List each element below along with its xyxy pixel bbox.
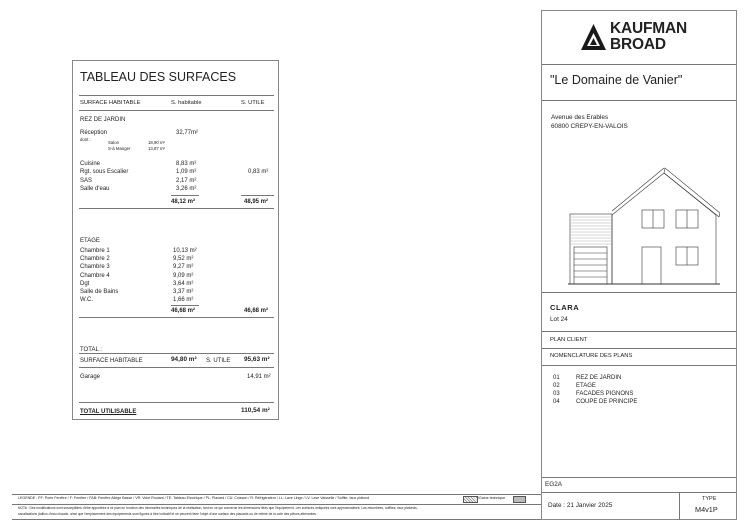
plan-num: 01 [553, 375, 560, 381]
type-value: M4v1P [695, 505, 718, 514]
divider [542, 365, 736, 366]
subtotal-line [241, 195, 274, 196]
surfaces-table [72, 60, 279, 420]
legend-line1: LEGENDE : PF: Porte Fenêtre / F: Fenêtre / FAB: Fenêtre Allège Basse / VR: Volet Roulant / TE: Tableau Electrique / PL: Placard / CU: Cuisson / R: Réfrigérateur / LL: Lave Linge / LV: Lave Vaisselle / Soffite, faux plafond [18, 496, 370, 500]
section-rdj: REZ DE JARDIN [80, 117, 126, 123]
row-label: Chambre 4 [80, 273, 110, 279]
house-facade-drawing [568, 167, 720, 285]
row-hab: 9,09 m² [173, 273, 194, 279]
sub-label: Salon [108, 140, 119, 145]
divider [542, 331, 736, 332]
project-name: "Le Domaine de Vanier" [550, 73, 683, 87]
address-line1: Avenue des Erables [551, 114, 609, 121]
rdj-total-utile: 48,95 m² [244, 199, 269, 205]
section-etage: ETAGE [80, 238, 100, 244]
divider [542, 100, 736, 101]
row-label: Rgt. sous Escalier [80, 169, 129, 175]
divider [79, 402, 274, 403]
row-hab: 9,27 m² [173, 264, 194, 270]
total-utile-label: S. UTILE [206, 358, 231, 364]
total-utile: 95,63 m² [244, 356, 270, 363]
total-utilisable-label: TOTAL UTILISABLE [80, 409, 137, 415]
row-label: Dgt [80, 281, 90, 287]
row-hab: 3,26 m² [176, 186, 197, 192]
etage-total-hab: 46,68 m² [171, 308, 196, 314]
total-hab: 94,80 m² [171, 356, 197, 363]
row-hab: 10,13 m² [173, 248, 197, 254]
row-hab: 3,64 m² [173, 281, 194, 287]
plan-num: 02 [553, 383, 560, 389]
row-hab: 1,66 m² [173, 297, 194, 303]
divider [79, 317, 274, 318]
title-block [541, 10, 737, 520]
row-label: Cuisine [80, 161, 101, 167]
legend-divider [12, 519, 541, 520]
legend-nota-line2: canalisations (taillon d'eau chaude, ainsi que l'emplacement des équipements sont figurés à titre indicatif et ne peuvent faire l'objet d'une surface des placards ou de même de la cote des pièces attenantes. [18, 512, 317, 516]
row-label: Salle de Bains [80, 289, 119, 295]
divider [79, 110, 274, 111]
header-habitable: S. habitable [171, 100, 202, 106]
header-utile: S. UTILE [241, 100, 265, 106]
plan-num: 04 [553, 399, 560, 405]
total-label: TOTAL : [80, 347, 102, 353]
sub-label: S-à Manger [108, 146, 131, 151]
row-label: Chambre 2 [80, 256, 110, 262]
subtotal-line [171, 305, 199, 306]
plan-name: REZ DE JARDIN [576, 375, 622, 381]
row-label: Chambre 1 [80, 248, 110, 254]
model-name: CLARA [550, 303, 580, 312]
row-utile: 0,83 m² [248, 169, 269, 175]
row-hab: 2,17 m² [176, 178, 197, 184]
row-label: Chambre 3 [80, 264, 110, 270]
sub-value: 13,87 m² [148, 146, 165, 151]
header-surface: SURFACE HABITABLE [80, 100, 141, 106]
divider [542, 348, 736, 349]
kaufman-broad-logo-icon [580, 23, 607, 51]
divider [79, 367, 274, 368]
gaine-hatch-swatch [463, 496, 478, 503]
dont-label: dont : [80, 137, 91, 142]
row-label: Salle d'eau [80, 186, 110, 192]
legend-nota-line1: NOTA : Des modifications sont susceptibles d'être apportées à ce plan en fonction des nécessités techniques de la réalisation, tant en ce qui concerne les dimensions liées que l'équipement. Les surfaces indiquées sont approximatives. Les retombées, soffites, faux plafonds, [18, 506, 418, 510]
lot-number: Lot 24 [550, 316, 568, 323]
drawing-code: EG2A [545, 481, 563, 488]
address-line2: 60800 CREPY-EN-VALOIS [551, 123, 628, 130]
divider [542, 492, 736, 493]
row-hab: 8,83 m² [176, 161, 197, 167]
total-utilisable-value: 110,54 m² [241, 407, 270, 414]
type-label: TYPE [702, 496, 717, 502]
table-title: TABLEAU DES SURFACES [80, 70, 237, 84]
drawing-date: Date : 21 Janvier 2025 [548, 502, 613, 509]
divider [79, 353, 274, 354]
row-label: Réception [80, 130, 108, 136]
total-surface-label: SURFACE HABITABLE [80, 358, 143, 364]
row-hab: 1,09 m² [176, 169, 197, 175]
divider [79, 208, 274, 209]
row-label: SAS [80, 178, 93, 184]
plan-name: ETAGE [576, 383, 596, 389]
garage-value: 14,91 m² [247, 374, 271, 380]
legend-gaine: /Gaine technique [478, 496, 506, 500]
row-hab: 32,77m² [176, 130, 199, 136]
sub-value: 18,90 m² [148, 140, 165, 145]
subtotal-line [171, 195, 199, 196]
brand-line1: KAUFMAN [610, 20, 687, 37]
divider [679, 492, 680, 520]
divider [542, 477, 736, 478]
brand-line2: BROAD [610, 36, 666, 53]
row-label: W.C. [80, 297, 93, 303]
plan-client: PLAN CLIENT [550, 337, 588, 343]
row-hab: 3,37 m² [173, 289, 194, 295]
legend-divider [12, 504, 541, 505]
garage-label: Garage [80, 374, 101, 380]
nomenclature-title: NOMENCLATURE DES PLANS [550, 353, 633, 359]
divider [542, 64, 736, 65]
divider [79, 95, 274, 96]
plan-name: COUPE DE PRINCIPE [576, 399, 638, 405]
plan-name: FACADES PIGNONS [576, 391, 634, 397]
plan-num: 03 [553, 391, 560, 397]
divider [542, 292, 736, 293]
rdj-total-hab: 48,12 m² [171, 199, 196, 205]
legend-divider [12, 494, 541, 495]
gaine-fill-swatch [513, 496, 526, 503]
row-hab: 9,52 m² [173, 256, 194, 262]
etage-total-utile: 46,68 m² [244, 308, 269, 314]
